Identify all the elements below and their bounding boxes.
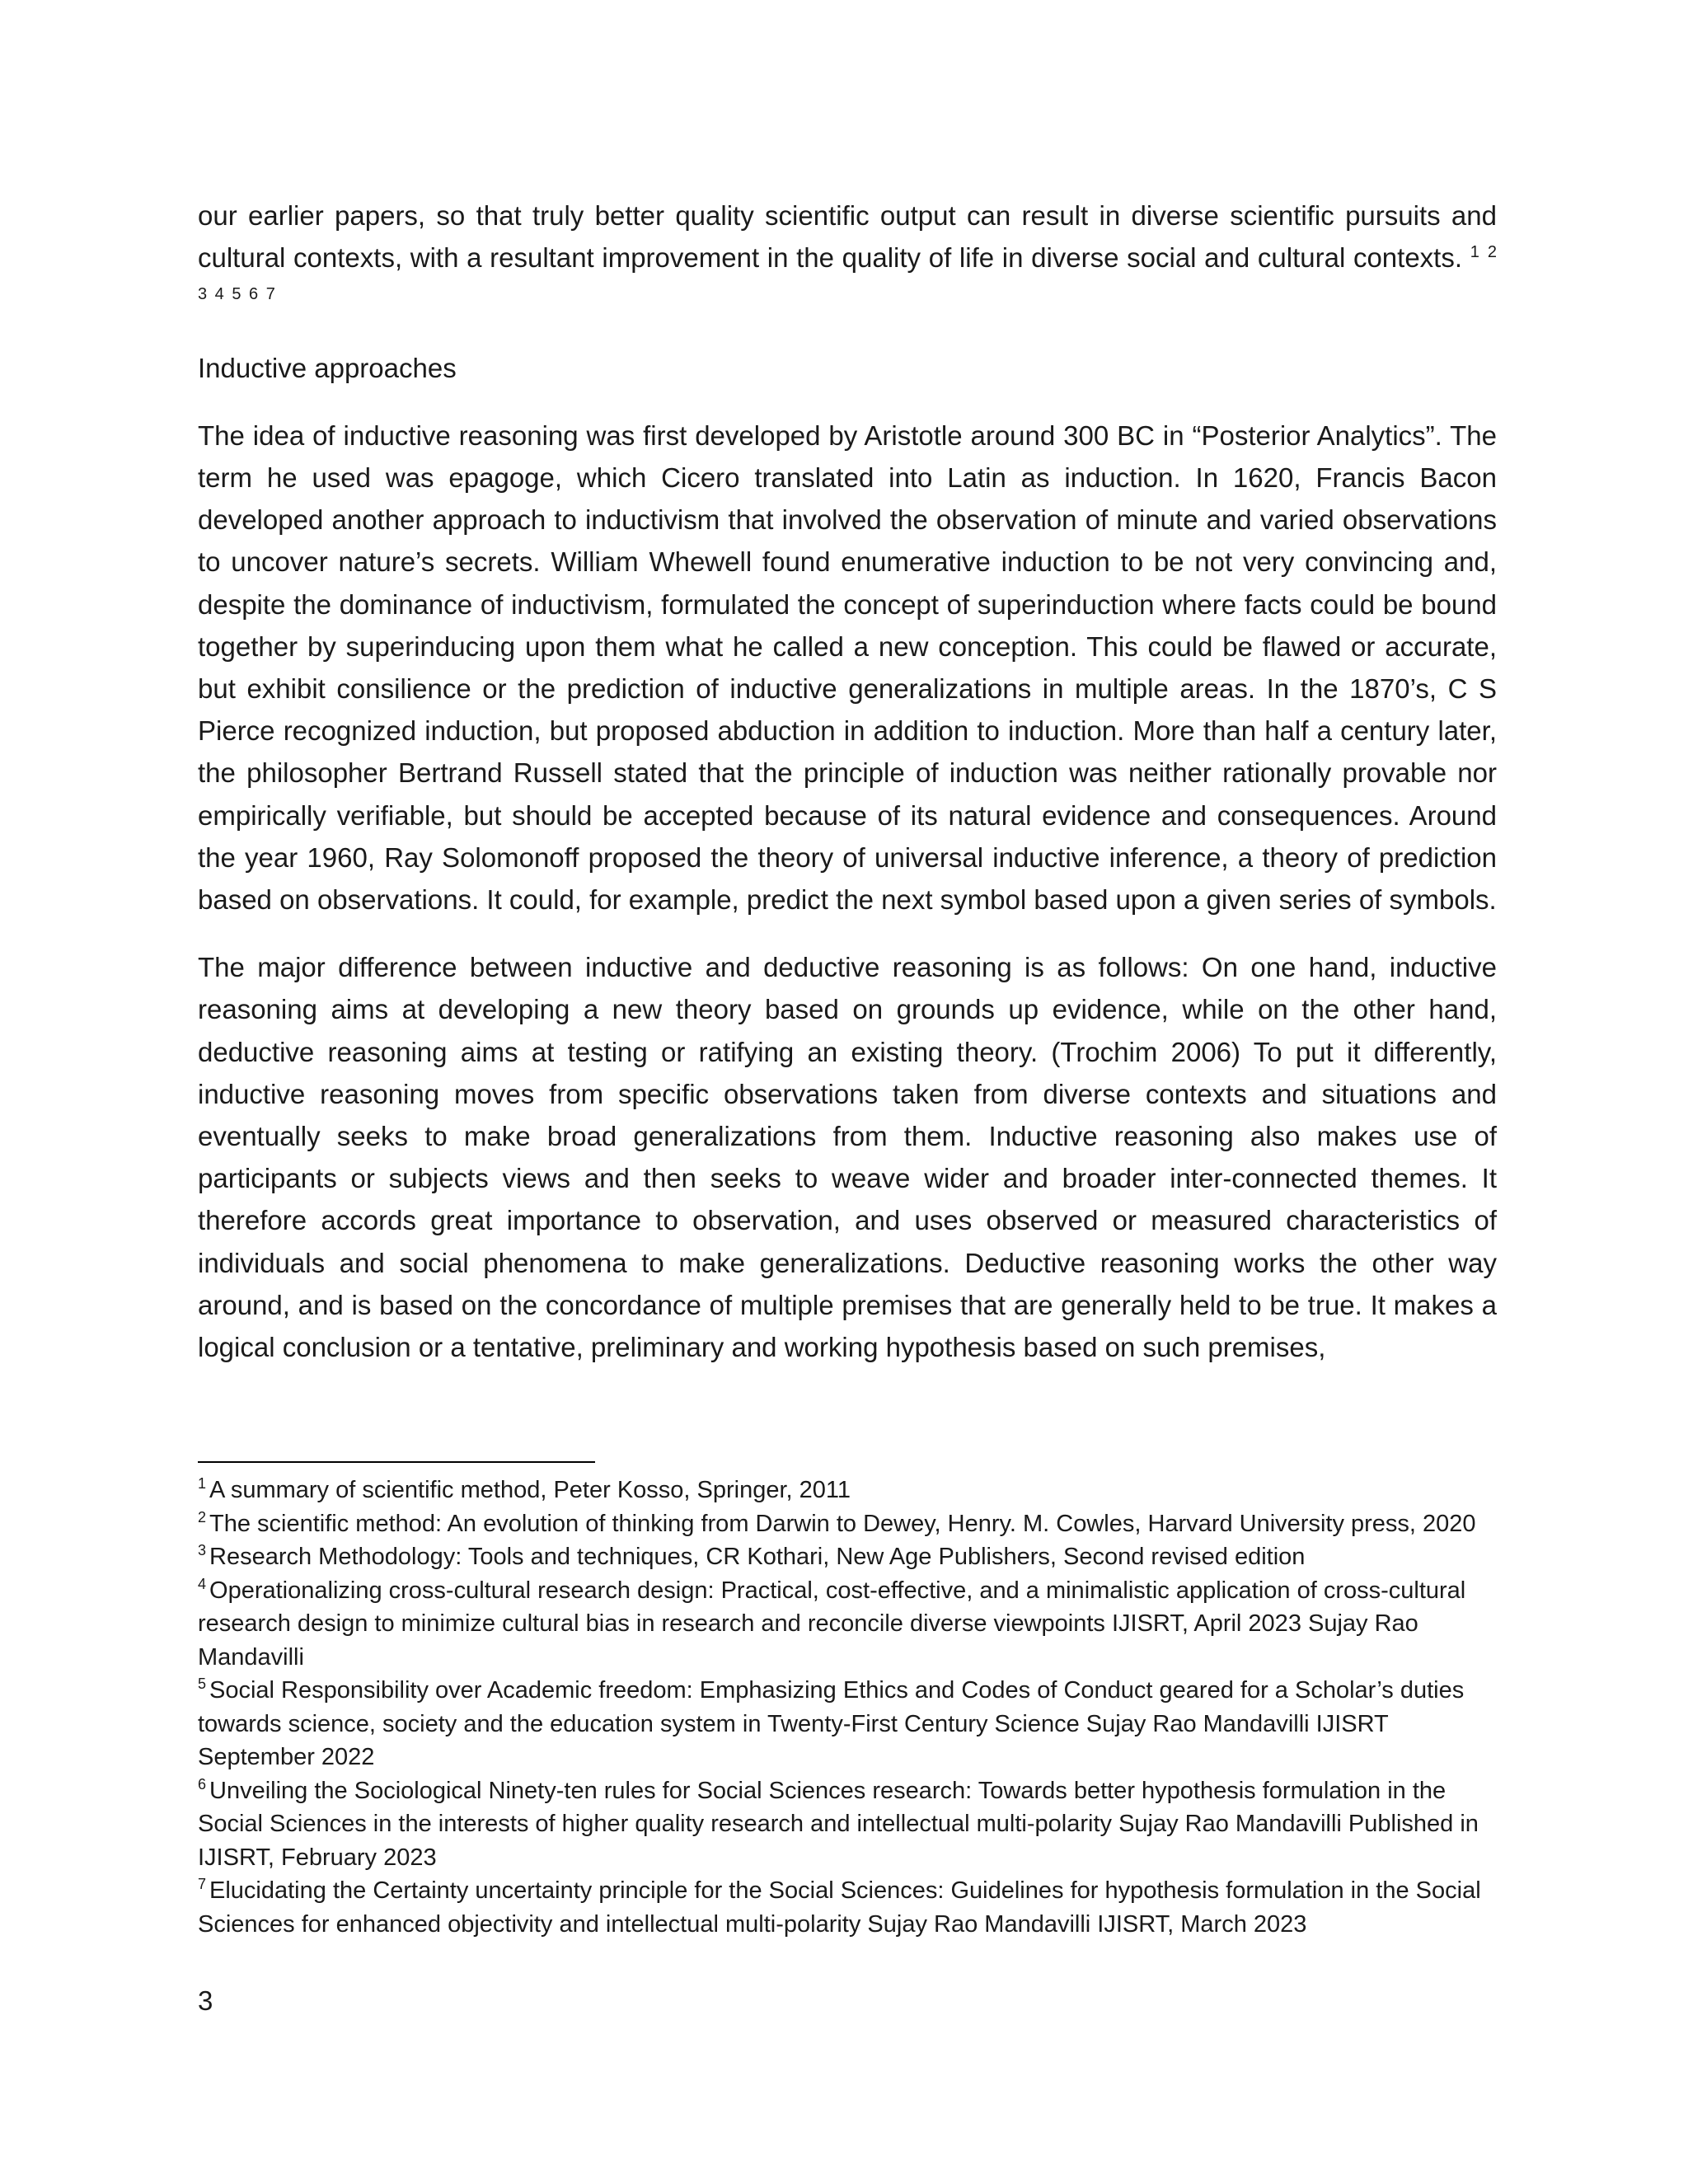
footnote-number: 2 xyxy=(198,1508,207,1526)
footnote-number: 3 xyxy=(198,1542,207,1559)
paragraph-2: The idea of inductive reasoning was first developed by Aristotle around 300 BC in “Posterior Analytics”. The term he used was epagoge, which Cicero translated into Latin as induction. In 1620, Francis Bacon developed another approach to inductivism that involved the observation of minute and varied observations to uncover nature’s secrets. William Whewell found enumerative induction to be not very convincing and, despite the dominance of inductivism, formulated the concept of superinduction where facts could be bound together by superinducing upon them what he called a new conception. This could be flawed or accurate, but exhibit consilience or the prediction of inductive generalizations in multiple areas. In the 1870’s, C S Pierce recognized induction, but proposed abduction in addition to induction. More than half a century later, the philosopher Bertrand Russell stated that the principle of induction was neither rationally provable nor empirically verifiable, but should be accepted because of its natural evidence and consequences. Around the year 1960, Ray Solomonoff proposed the theory of universal inductive inference, a theory of prediction based on observations. It could, for example, predict the next symbol based upon a given series of symbols. xyxy=(198,419,1497,916)
section-heading: Inductive approaches xyxy=(198,352,457,383)
footnote-number: 4 xyxy=(198,1575,207,1592)
footnote-number: 1 xyxy=(198,1475,207,1493)
footnote-text: Unveiling the Sociological Ninety-ten rules for Social Sciences research: Towards better hypothesis formulation in the Social Sciences in the interests of higher quality research and intellectual multi-polarity Sujay Rao Mandavilli Published in IJISRT, February 2023 xyxy=(198,1777,1479,1871)
footnote-text: The scientific method: An evolution of thinking from Darwin to Dewey, Henry. M. Cowles, Harvard University press, 2020 xyxy=(209,1510,1476,1537)
footnote xyxy=(198,1474,1497,1507)
footnote xyxy=(198,1540,1497,1574)
footnote-references[interactable]: 1 2 3 4 5 6 7 xyxy=(198,243,1498,304)
page-number: 3 xyxy=(198,1985,213,2016)
paragraph-3: The major difference between inductive and deductive reasoning is as follows: On one hand, inductive reasoning aims at developing a new theory based on grounds up evidence, while on the other hand, deductive reasoning aims at testing or ratifying an existing theory. (Trochim 2006) To put it differently, inductive reasoning moves from specific observations taken from diverse contexts and situations and eventually seeks to make broad generalizations from them. Inductive reasoning also makes use of participants or subjects views and then seeks to weave wider and broader inter-connected themes. It therefore accords great importance to observation, and uses observed or measured characteristics of individuals and social phenomena to make generalizations. Deductive reasoning works the other way around, and is based on the concordance of multiple premises that are generally held to be true. It makes a logical conclusion or a tentative, preliminary and working hypothesis based on such premises, xyxy=(198,952,1497,1363)
footnote-text: Operationalizing cross-cultural research design: Practical, cost-effective, and a minimalistic application of cross-cultural research design to minimize cultural bias in research and reconcile diverse viewpoints IJISRT, April 2023 Sujay Rao Mandavilli xyxy=(198,1577,1466,1671)
footnotes xyxy=(198,1474,1497,1941)
footnote xyxy=(198,1574,1497,1675)
body-text xyxy=(198,194,1497,1368)
footnote-text: Research Methodology: Tools and techniques, CR Kothari, New Age Publishers, Second revised edition xyxy=(209,1544,1306,1570)
footnote-text: A summary of scientific method, Peter Kosso, Springer, 2011 xyxy=(209,1477,851,1503)
footnote-text: Elucidating the Certainty uncertainty principle for the Social Sciences: Guidelines for hypothesis formulation in the Social Sciences for enhanced objectivity and intellectual multi-polarity Sujay Rao Mandavilli IJISRT, March 2023 xyxy=(198,1877,1481,1938)
paragraph-1-text: our earlier papers, so that truly better quality scientific output can result in diverse scientific pursuits and cultural contexts, with a resultant improvement in the quality of life in diverse social and cultural contexts. xyxy=(198,200,1497,274)
paragraph-1 xyxy=(198,194,1497,321)
footnote-number: 6 xyxy=(198,1775,207,1793)
footnote xyxy=(198,1774,1497,1875)
footnote-text: Social Responsibility over Academic freedom: Emphasizing Ethics and Codes of Conduct geared for a Scholar’s duties towards science, society and the education system in Twenty-First Century Science Sujay Rao Mandavilli IJISRT September 2022 xyxy=(198,1677,1465,1770)
footnote-number: 5 xyxy=(198,1675,207,1693)
footnote-separator xyxy=(198,1461,595,1463)
footnote xyxy=(198,1674,1497,1774)
footnote xyxy=(198,1874,1497,1941)
footnote xyxy=(198,1507,1497,1541)
footnote-number: 7 xyxy=(198,1876,207,1893)
